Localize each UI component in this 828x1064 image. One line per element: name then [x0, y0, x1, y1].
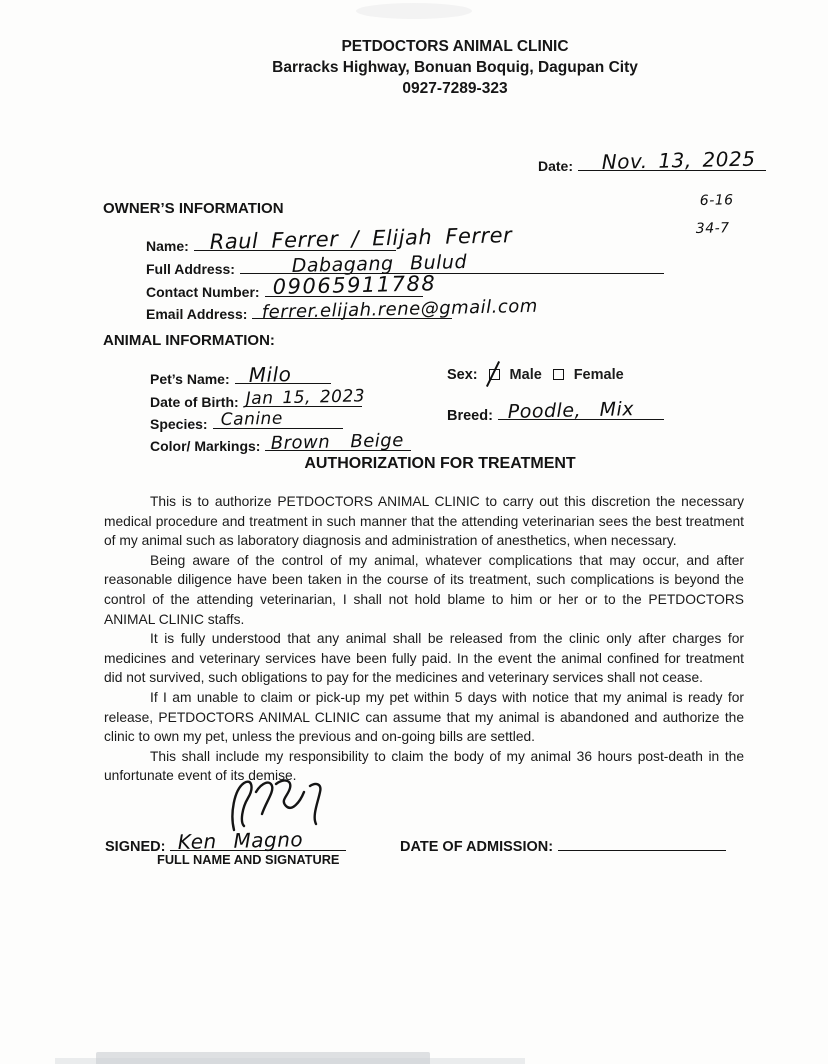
- species-line: [213, 408, 343, 429]
- signed-name-handwritten: Ken Magno: [177, 827, 304, 854]
- color-markings-label: Color/ Markings:: [150, 438, 261, 454]
- clinic-address: Barracks Highway, Bonuan Boquig, Dagupan City: [272, 59, 638, 76]
- dob-label: Date of Birth:: [150, 394, 239, 410]
- pet-name-line: [235, 362, 331, 387]
- owner-email-handwritten: ferrer.elijah.rene@gmail.com: [261, 295, 539, 323]
- scan-smudge-top: [356, 3, 472, 19]
- owner-contact-line: [265, 271, 437, 299]
- owner-email-field: [146, 295, 539, 324]
- pet-name-label: Pet’s Name:: [150, 371, 230, 387]
- date-handwritten: Nov. 13, 2025: [601, 146, 756, 174]
- owner-contact-handwritten: 09065911788: [272, 271, 437, 299]
- owner-name-handwritten: Raul Ferrer / Elijah Ferrer: [209, 223, 513, 254]
- pet-name-handwritten: Milo: [248, 362, 292, 387]
- animal-section-heading: ANIMAL INFORMATION:: [103, 332, 275, 349]
- owner-address-line: [240, 251, 664, 277]
- authorization-paragraph-5: This shall include my responsibility to claim the body of my animal 36 hours post-death in the unfortunate event of its demise.: [104, 748, 744, 784]
- owner-email-line: [252, 295, 539, 323]
- dob-handwritten: Jan 15, 2023: [245, 386, 365, 409]
- admission-date-field: [400, 830, 726, 856]
- clinic-name: PETDOCTORS ANIMAL CLINIC: [341, 38, 569, 55]
- clinic-phone: 0927-7289-323: [402, 80, 508, 97]
- margin-note-2: 34-7: [695, 220, 730, 237]
- color-markings-line: [265, 429, 411, 454]
- sex-label: Sex:: [447, 367, 478, 383]
- species-label: Species:: [150, 416, 208, 432]
- authorization-body: [104, 492, 744, 786]
- color-markings-field: [150, 430, 411, 456]
- female-checkbox: [553, 369, 564, 380]
- color-markings-handwritten: Brown Beige: [271, 429, 405, 454]
- owner-name-line: [194, 223, 513, 254]
- authorization-title: AUTHORIZATION FOR TREATMENT: [304, 455, 576, 472]
- date-label: Date:: [538, 158, 574, 174]
- dob-line: [244, 386, 365, 409]
- signature-caption: FULL NAME AND SIGNATURE: [157, 852, 340, 867]
- species-handwritten: Canine: [220, 408, 283, 430]
- owner-contact-label: Contact Number:: [146, 284, 260, 300]
- breed-line: [498, 398, 664, 423]
- authorization-paragraph-4: If I am unable to claim or pick-up my pet within 5 days with notice that my animal is ready for release, PETDOCTORS ANIMAL CLINIC can assume that my animal is abandoned and authorize the clinic to own my pet, unless the previous and on-going bills are settled.: [104, 689, 744, 745]
- authorization-paragraph-2: Being aware of the control of my animal, whatever complications that may occur, and after reasonable diligence have been taken in the course of its treatment, such complications is beyond the control of the attending veterinarian, I shall not hold blame to him or her or to the PETDOCTORS ANIMAL CLINIC staffs.: [104, 552, 744, 627]
- margin-note-1: 6-16: [699, 192, 734, 209]
- owner-address-label: Full Address:: [146, 261, 235, 277]
- breed-label: Breed:: [447, 408, 493, 424]
- authorization-paragraph-3: It is fully understood that any animal shall be released from the clinic only after charges for medicines and veterinary services have been fully paid. In the event the animal confined for treatment did not survived, such obligations to pay for the medicines and veterinary services shall not cease.: [104, 631, 744, 686]
- signed-label: SIGNED:: [105, 839, 166, 855]
- male-checkbox: [489, 369, 500, 380]
- owner-section-heading: OWNER’S INFORMATION: [103, 200, 284, 217]
- authorization-paragraph-1: This is to authorize PETDOCTORS ANIMAL CLINIC to carry out this discretion the necessary medical procedure and treatment in such manner that the attending veterinarian sees the best treatment of my animal such as laboratory diagnosis and administration of anesthetics, when necessary.: [104, 494, 744, 549]
- signed-line: [170, 827, 346, 854]
- owner-email-label: Email Address:: [146, 306, 248, 322]
- admission-date-label: DATE OF ADMISSION:: [400, 839, 554, 855]
- owner-name-label: Name:: [146, 238, 189, 254]
- female-label: Female: [573, 367, 624, 383]
- scan-strip-bottom-faint: [55, 1058, 525, 1064]
- owner-address-handwritten: Dabagang Bulud: [291, 251, 468, 277]
- breed-handwritten: Poodle, Mix: [507, 398, 635, 423]
- date-line: [578, 146, 766, 174]
- date-field: [538, 146, 766, 176]
- sex-field: [447, 366, 624, 384]
- breed-field: [447, 399, 664, 425]
- admission-date-line: [558, 830, 726, 851]
- male-label: Male: [509, 367, 542, 383]
- clinic-header: [82, 36, 828, 99]
